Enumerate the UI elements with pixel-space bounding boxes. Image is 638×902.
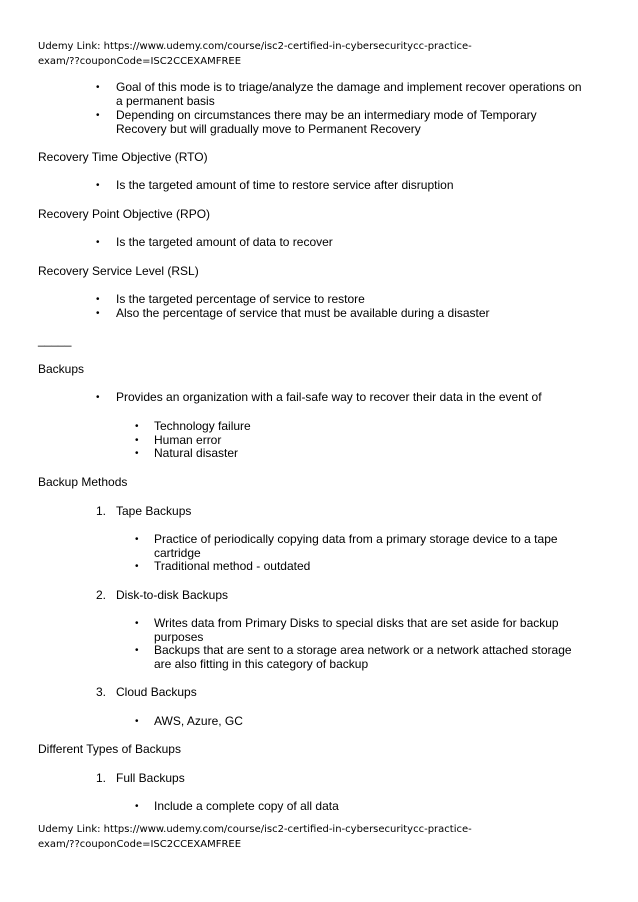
item-number: 1.: [96, 504, 107, 518]
bullet-icon: •: [96, 308, 100, 319]
list-item-text: Include a complete copy of all data: [154, 799, 339, 813]
bullet-icon: •: [135, 561, 139, 572]
list-item: [96, 236, 586, 250]
list-item: [96, 293, 586, 307]
item-title: Disk-to-disk Backups: [116, 588, 229, 602]
section-heading-rsl: Recovery Service Level (RSL): [38, 264, 199, 278]
list-item-text: Human error: [154, 433, 222, 447]
list-item: [135, 800, 585, 814]
list-item: [135, 644, 585, 671]
bullet-icon: •: [135, 801, 139, 812]
list-item: [96, 391, 586, 405]
numbered-item: [96, 686, 586, 700]
footer-link-line-2[interactable]: exam/??couponCode=ISC2CCEXAMFREE: [38, 839, 242, 850]
list-item: [96, 81, 586, 108]
numbered-item: [96, 505, 586, 519]
list-item-text: Practice of periodically copying data from a primary storage device to a tape cartridge: [154, 532, 558, 560]
list-item-text: Depending on circumstances there may be an intermediary mode of Temporary Recovery but will gradually move to Permanent Recovery: [116, 108, 537, 136]
item-title: Tape Backups: [116, 504, 192, 518]
list-item: [96, 179, 586, 193]
section-heading-rpo: Recovery Point Objective (RPO): [38, 207, 211, 221]
bullet-icon: •: [96, 237, 100, 248]
list-item-text: Technology failure: [154, 419, 251, 433]
list-item-text: AWS, Azure, GC: [154, 714, 243, 728]
list-item: [135, 533, 585, 560]
bullet-icon: •: [135, 421, 139, 432]
bullet-icon: •: [135, 645, 139, 656]
page-footer-link[interactable]: [38, 822, 598, 852]
section-heading-rto: Recovery Time Objective (RTO): [38, 150, 208, 164]
list-item-text: Backups that are sent to a storage area network or a network attached storage are also fitting in this category of backup: [154, 643, 572, 671]
bullet-icon: •: [135, 534, 139, 545]
header-link-line-2[interactable]: exam/??couponCode=ISC2CCEXAMFREE: [38, 56, 242, 67]
section-heading-backup-types: Different Types of Backups: [38, 742, 181, 756]
header-link-line-1[interactable]: Udemy Link: https://www.udemy.com/course/isc2-certified-in-cybersecuritycc-practice-: [38, 41, 472, 52]
bullet-icon: •: [135, 448, 139, 459]
footer-link-line-1[interactable]: Udemy Link: https://www.udemy.com/course/isc2-certified-in-cybersecuritycc-practice-: [38, 824, 472, 835]
page-header-link[interactable]: [38, 39, 598, 69]
list-item: [135, 420, 585, 434]
numbered-item: [96, 772, 586, 786]
item-number: 2.: [96, 588, 107, 602]
item-title: Full Backups: [116, 771, 185, 785]
list-item: [96, 307, 586, 321]
list-item-text: Is the targeted amount of data to recover: [116, 235, 333, 249]
bullet-icon: •: [96, 110, 100, 121]
bullet-icon: •: [96, 392, 100, 403]
bullet-icon: •: [135, 716, 139, 727]
list-item-text: Is the targeted amount of time to restore service after disruption: [116, 178, 454, 192]
bullet-icon: •: [96, 294, 100, 305]
list-item-text: Natural disaster: [154, 446, 239, 460]
list-item: [135, 560, 585, 574]
bullet-icon: •: [96, 82, 100, 93]
list-item-text: Writes data from Primary Disks to special disks that are set aside for backup purposes: [154, 616, 559, 644]
list-item-text: Traditional method - outdated: [154, 559, 311, 573]
section-heading-backups: Backups: [38, 362, 85, 376]
list-item: [135, 715, 585, 729]
bullet-icon: •: [135, 618, 139, 629]
bullet-icon: •: [96, 180, 100, 191]
list-item-text: Also the percentage of service that must be available during a disaster: [116, 306, 490, 320]
list-item-text: Goal of this mode is to triage/analyze the damage and implement recover operations on a permanent basis: [116, 80, 582, 108]
bullet-icon: •: [135, 435, 139, 446]
item-number: 1.: [96, 771, 107, 785]
list-item: [96, 109, 586, 136]
list-item-text: Is the targeted percentage of service to restore: [116, 292, 365, 306]
numbered-item: [96, 589, 586, 603]
list-item-text: Provides an organization with a fail-safe way to recover their data in the event of: [116, 390, 542, 404]
list-item: [135, 447, 585, 461]
item-title: Cloud Backups: [116, 685, 197, 699]
list-item: [135, 617, 585, 644]
section-heading-backup-methods: Backup Methods: [38, 475, 128, 489]
section-separator: _____: [38, 333, 72, 347]
item-number: 3.: [96, 685, 107, 699]
